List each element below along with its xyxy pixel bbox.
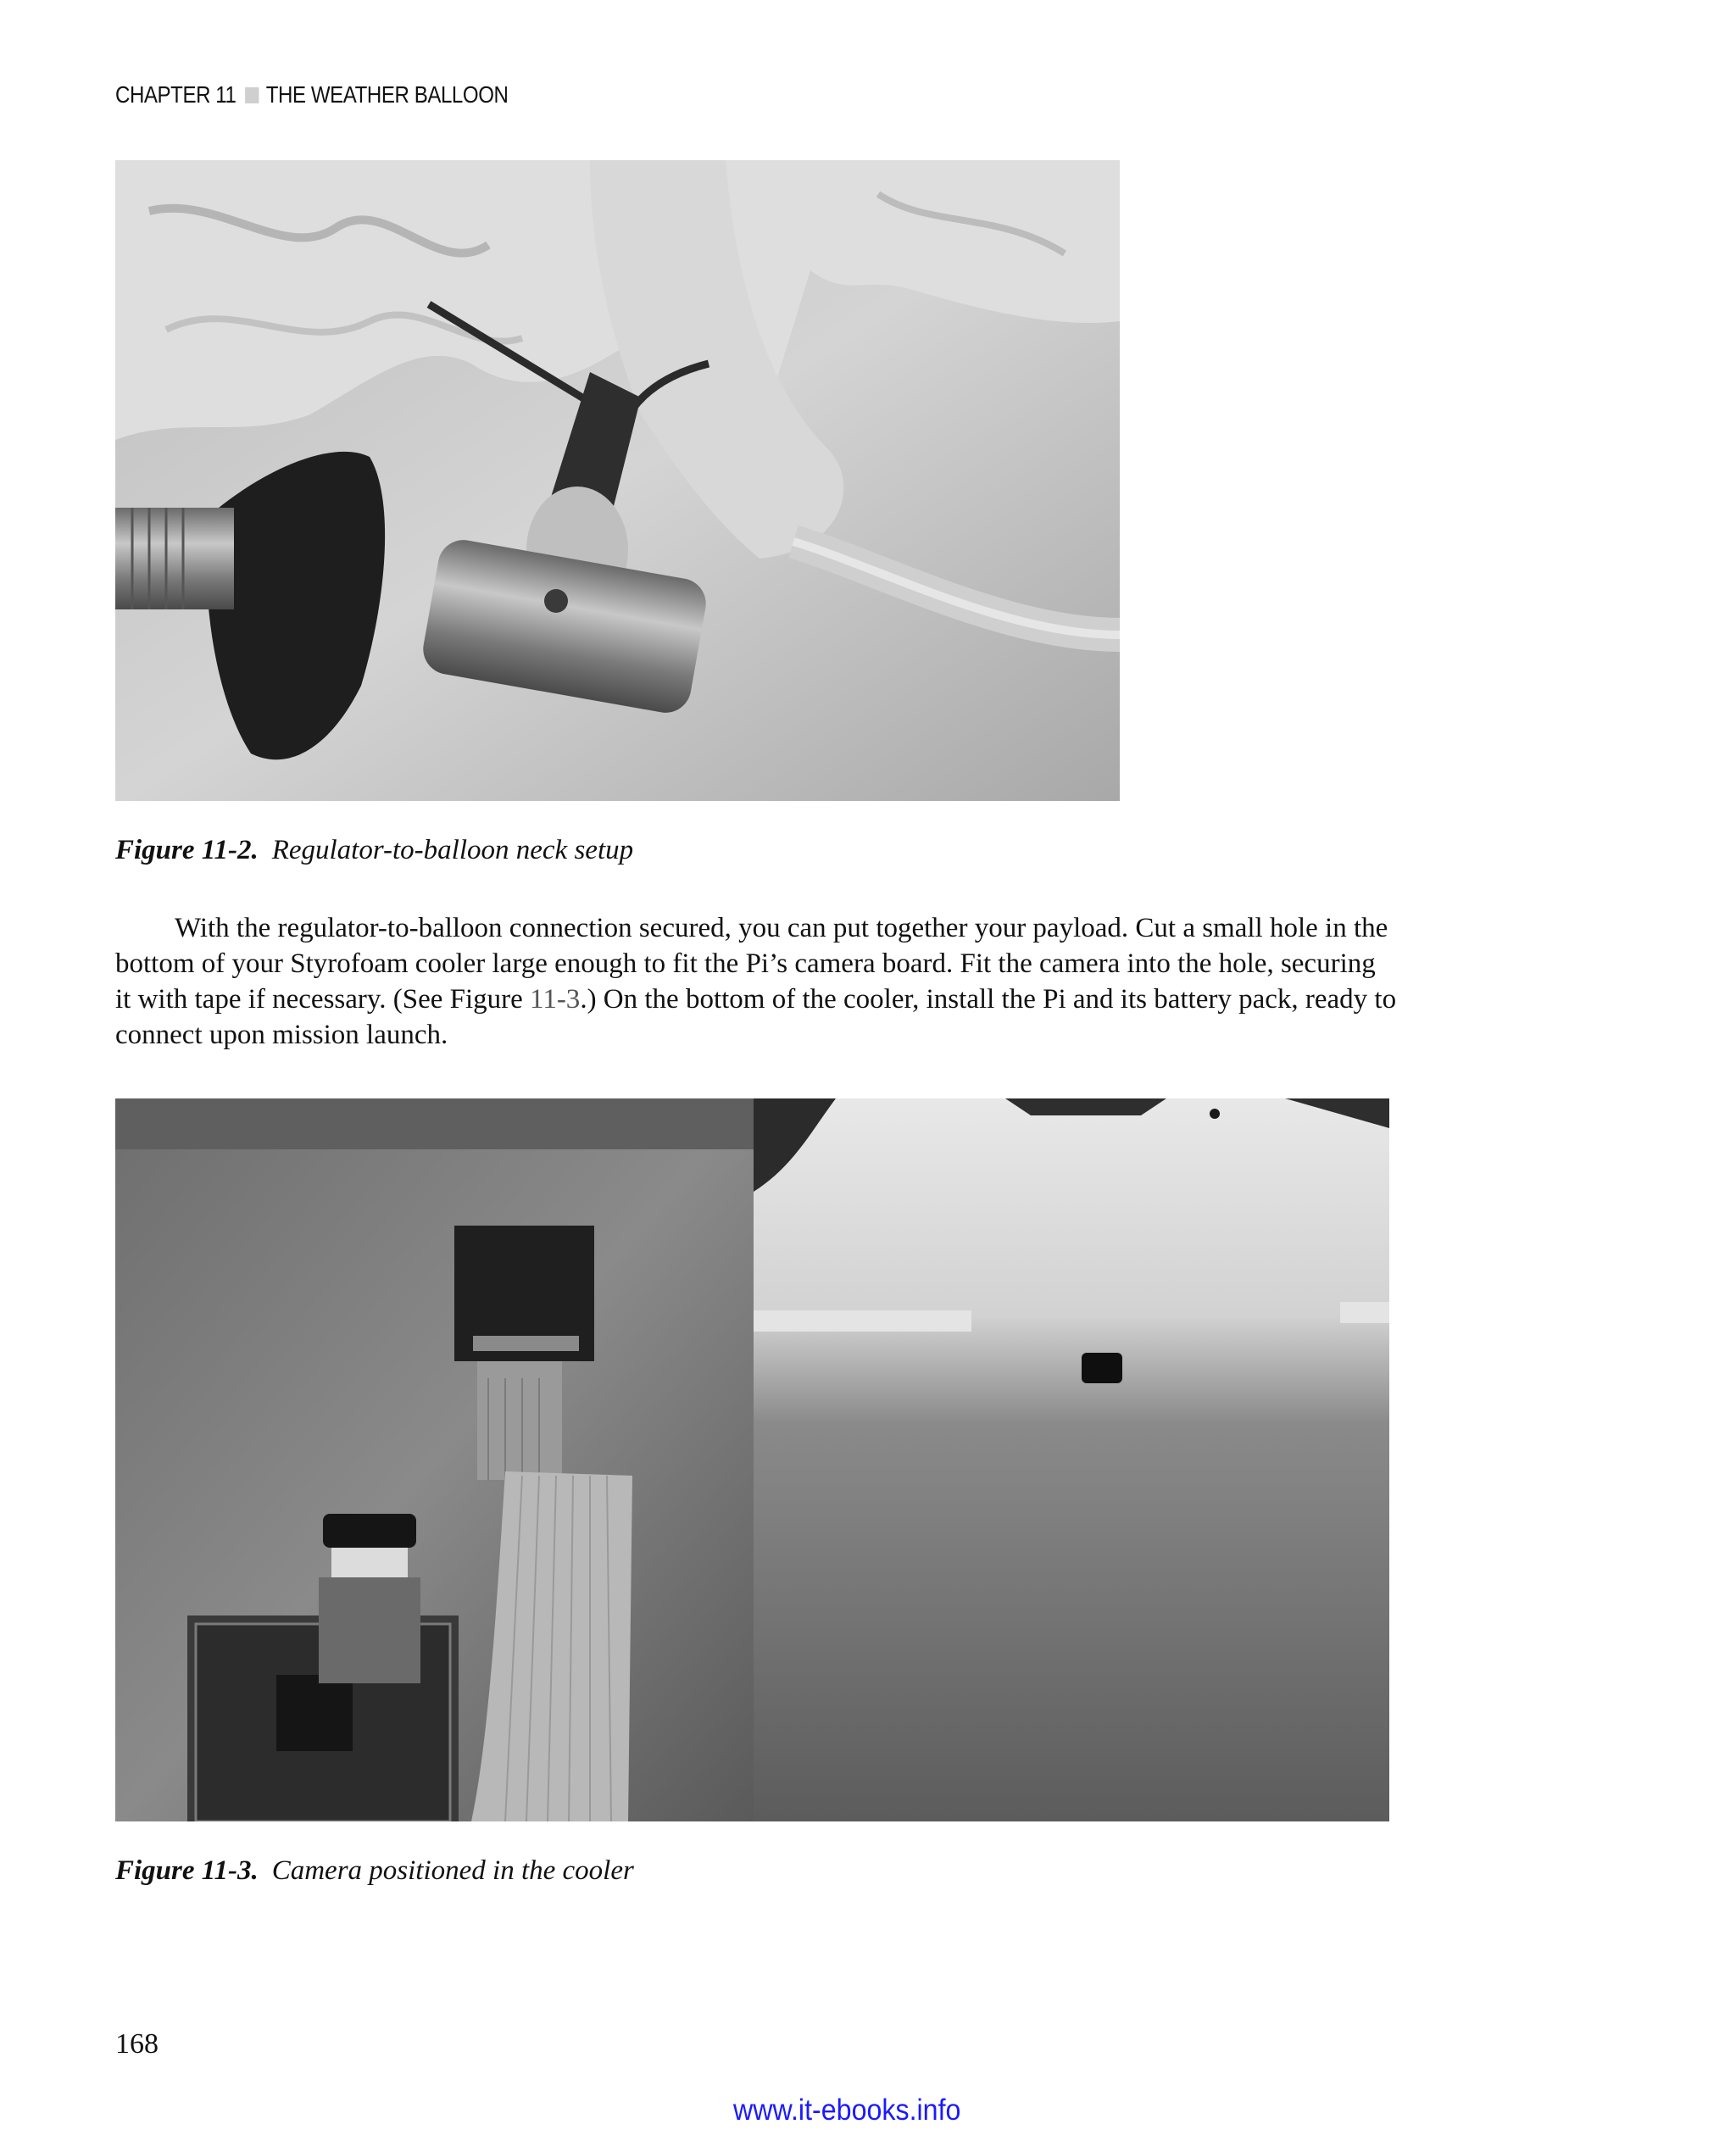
paragraph-line: connect upon mission launch. xyxy=(115,1020,448,1050)
paragraph-line: bottom of your Styrofoam cooler large enough to fit the Pi’s camera board. Fit the camera into the hole, securing xyxy=(115,948,1376,979)
figure-caption-text: Camera positioned in the cooler xyxy=(271,1855,634,1886)
figure-caption-text: Regulator-to-balloon neck setup xyxy=(271,835,634,865)
page-number: 168 xyxy=(115,2028,159,2060)
watermark-link[interactable]: www.it-ebooks.info xyxy=(733,2094,961,2127)
figure-label: Figure 11-2. xyxy=(115,835,259,865)
camera-cooler-photo xyxy=(115,1098,1389,1821)
figure-11-2-image xyxy=(115,160,1120,801)
paragraph-line xyxy=(115,982,1522,1017)
paragraph-text: .) On the bottom of the cooler, install the Pi and its battery pack, ready to xyxy=(580,984,1397,1015)
separator-square-icon xyxy=(245,87,259,103)
paragraph-line: With the regulator-to-balloon connection secured, you can put together your payload. Cut a small hole in the xyxy=(175,913,1388,943)
figure-11-3-image xyxy=(115,1098,1389,1821)
running-head xyxy=(115,81,508,108)
body-paragraph xyxy=(115,910,1522,1053)
paragraph-text: it with tape if necessary. (See Figure xyxy=(115,984,531,1015)
figure-11-3-caption xyxy=(115,1855,634,1887)
figure-cross-reference-link[interactable]: 11-3 xyxy=(530,984,581,1015)
figure-11-2-caption xyxy=(115,835,633,866)
chapter-label: CHAPTER 11 xyxy=(115,81,236,108)
figure-label: Figure 11-3. xyxy=(115,1855,259,1886)
regulator-photo xyxy=(115,160,1120,801)
chapter-title: THE WEATHER BALLOON xyxy=(265,81,509,108)
